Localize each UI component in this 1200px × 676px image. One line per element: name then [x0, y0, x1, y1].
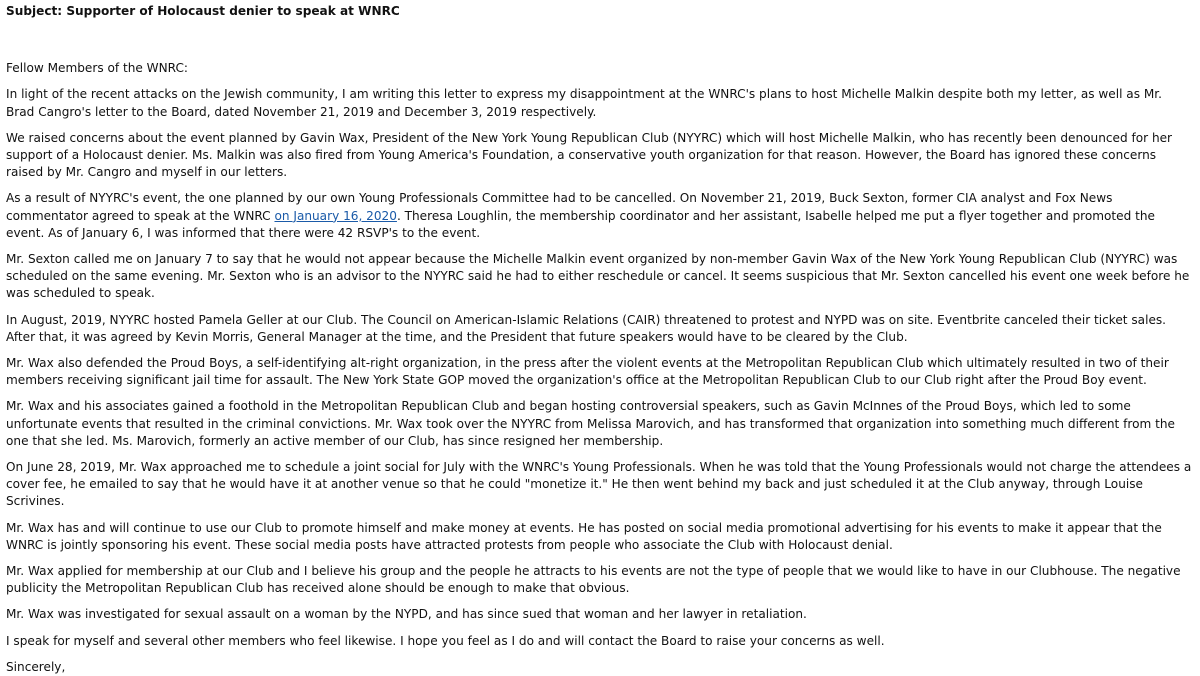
greeting: Fellow Members of the WNRC: — [6, 61, 188, 76]
paragraph-10: Mr. Wax applied for membership at our Club and I believe his group and the people he attracts to his events are not the type of people that we would like to have in our Clubhouse. The negative publicity the Metropolitan Republican Club has received alone should be enough to make that obvious. — [6, 564, 1181, 596]
paragraph-3-text-before: As a result of NYYRC's event, the one planned by our own Young Professionals Committee had to be cancelled. On November 21, 2019, Buck Sexton, former CIA analyst and Fox News commentator agreed to speak at the WNRC — [6, 191, 1113, 223]
email-body — [6, 60, 1192, 676]
paragraph-6: Mr. Wax also defended the Proud Boys, a self-identifying alt-right organization, in the press after the violent events at the Metropolitan Republican Club which ultimately resulted in two of their members receiving significant jail time for assault. The New York State GOP moved the organization's office at the Metropolitan Republican Club to our Club right after the Proud Boy event. — [6, 356, 1169, 388]
paragraph-4: Mr. Sexton called me on January 7 to say that he would not appear because the Michelle Malkin event organized by non-member Gavin Wax of the New York Young Republican Club (NYYRC) was scheduled on the same evening. Mr. Sexton who is an advisor to the NYYRC said he had to either reschedule or cancel. It seems suspicious that Mr. Sexton cancelled his event one week before he was scheduled to speak. — [6, 252, 1190, 301]
paragraph-3-text-after: . Theresa Loughlin, the membership coordinator and her assistant, Isabelle helped me put a flyer together and promoted the event. As of January 6, I was informed that there were 42 RSVP's to the event. — [6, 208, 1155, 240]
subject-text: Supporter of Holocaust denier to speak at WNRC — [66, 4, 400, 18]
paragraph-3 — [6, 190, 1192, 242]
subject-label: Subject: — [6, 4, 63, 18]
paragraph-12: I speak for myself and several other members who feel likewise. I hope you feel as I do and will contact the Board to raise your concerns as well. — [6, 633, 885, 648]
paragraph-11: Mr. Wax was investigated for sexual assault on a woman by the NYPD, and has since sued that woman and her lawyer in retaliation. — [6, 607, 807, 622]
paragraph-2: We raised concerns about the event planned by Gavin Wax, President of the New York Young Republican Club (NYYRC) which will host Michelle Malkin, who has recently been denounced for her support of a Holocaust denier. Ms. Malkin was also fired from Young America's Foundation, a conservative youth organization for that reason. However, the Board has ignored these concerns raised by Mr. Cangro and myself in our letters. — [6, 130, 1173, 180]
closing: Sincerely, — [6, 659, 66, 674]
email-subject — [6, 3, 1192, 20]
paragraph-5: In August, 2019, NYYRC hosted Pamela Geller at our Club. The Council on American-Islamic Relations (CAIR) threatened to protest and NYPD was on site. Eventbrite canceled their ticket sales. After that, it was agreed by Kevin Morris, General Manager at the time, and the President that future speakers would have to be cleared by the Club. — [6, 312, 1167, 344]
paragraph-1: In light of the recent attacks on the Jewish community, I am writing this letter to express my disappointment at the WNRC's plans to host Michelle Malkin despite both my letter, as well as Mr. Brad Cangro's letter to the Board, dated November 21, 2019 and December 3, 2019 respectively. — [6, 87, 1162, 119]
paragraph-8: On June 28, 2019, Mr. Wax approached me to schedule a joint social for July with the WNRC's Young Professionals. When he was told that the Young Professionals would not charge the attendees a cover fee, he emailed to say that he would have it at another venue so that he could "monetize it." He then went behind my back and just scheduled it at the Club anyway, through Louise Scrivines. — [6, 460, 1192, 509]
paragraph-9: Mr. Wax has and will continue to use our Club to promote himself and make money at events. He has posted on social media promotional advertising for his events to make it appear that the WNRC is jointly sponsoring his event. These social media posts have attracted protests from people who associate the Club with Holocaust denial. — [6, 520, 1162, 552]
paragraph-7: Mr. Wax and his associates gained a foothold in the Metropolitan Republican Club and began hosting controversial speakers, such as Gavin McInnes of the Proud Boys, which led to some unfortunate events that resulted in the criminal convictions. Mr. Wax took over the NYYRC from Melissa Marovich, and has transformed that organization into something much different from the one that she led. Ms. Marovich, formerly an active member of our Club, has since resigned her membership. — [6, 399, 1175, 448]
date-link[interactable]: on January 16, 2020 — [274, 208, 397, 223]
